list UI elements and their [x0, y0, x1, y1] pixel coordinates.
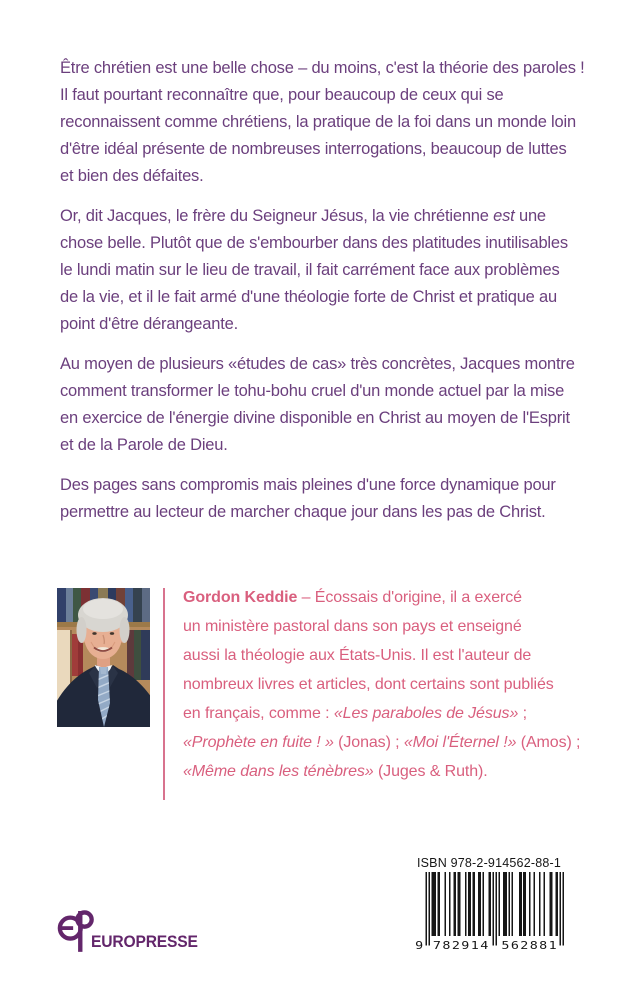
publisher-logo [57, 906, 207, 954]
isbn-label: ISBN 978-2-914562-88-1 [416, 856, 562, 870]
synopsis-paragraph-1: Être chrétien est une belle chose – du moins, c'est la théorie des paroles ! Il faut pourtant reconnaître que, pour beaucoup de ceux qui se reconnaissent comme chrétiens, la pratique de la foi dans un monde loin d'être idéal présente de nombreuses interrogations, beaucoup de luttes et bien des défaites. [60, 59, 585, 185]
author-portrait-image [57, 588, 150, 727]
barcode-bars [414, 872, 564, 950]
publisher-name: EUROPRESSE [91, 932, 198, 951]
ep-monogram-icon [57, 906, 95, 954]
isbn-barcode-block [414, 856, 564, 950]
author-photo [57, 588, 150, 727]
synopsis-paragraph-4: Des pages sans compromis mais pleines d'une force dynamique pour permettre au lecteur de marcher chaque jour dans les pas de Christ. [60, 476, 556, 521]
barcode-digit-left: 9 [415, 939, 424, 950]
barcode-digits-group1: 782914 [432, 939, 489, 950]
synopsis-paragraph-3: Au moyen de plusieurs «études de cas» très concrètes, Jacques montre comment transformer le tohu-bohu cruel d'un monde actuel par la mise en exercice de l'énergie divine disponible en Christ au moyen de l'Esprit et de la Parole de Dieu. [60, 355, 575, 454]
synopsis-paragraph-2: Or, dit Jacques, le frère du Seigneur Jésus, la vie chrétienne est une chose belle. Plutôt que de s'embourber dans des platitudes inutilisables le lundi matin sur le lieu de travail, il fait carrément face aux problèmes de la vie, et il le fait armé d'une théologie forte de Christ et pratique au point d'être dérangeante. [60, 207, 568, 333]
synopsis [60, 55, 585, 539]
author-bio: Gordon Keddie – Écossais d'origine, il a exercé un ministère pastoral dans son pays et enseigné aussi la théologie aux États-Unis. Il est l'auteur de nombreux livres et articles, dont certains sont publiés en français, comme : «Les paraboles de Jésus» ; «Prophète en fuite ! » (Jonas) ; «Moi l'Éternel !» (Amos) ; «Même dans les ténèbres» (Juges & Ruth). [183, 589, 581, 780]
bio-divider-line [163, 588, 165, 800]
barcode-digits-group2: 562881 [501, 939, 557, 950]
